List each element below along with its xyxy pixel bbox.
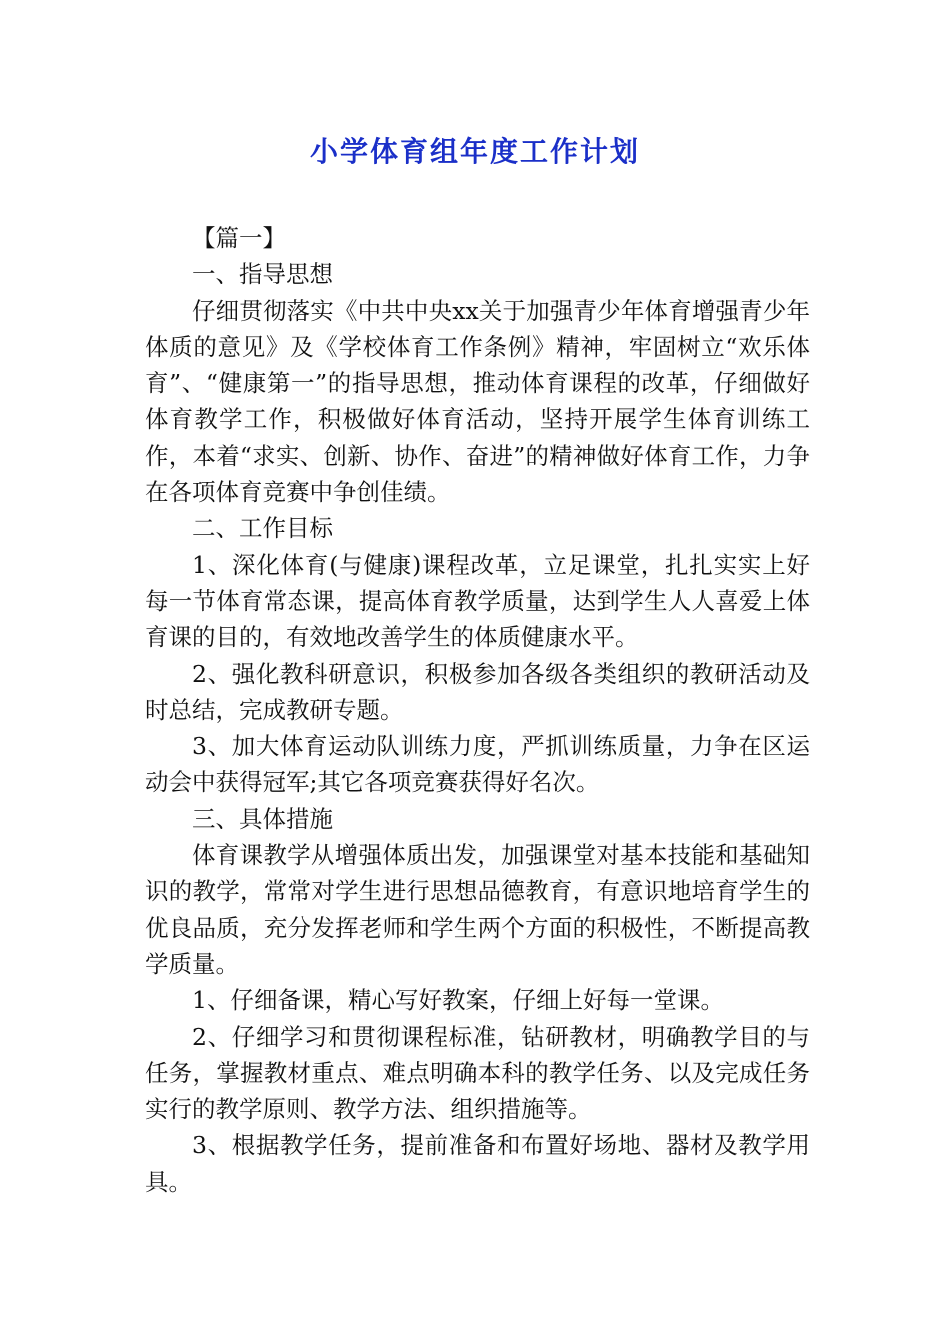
paragraph-measure-1: 1、仔细备课，精心写好教案，仔细上好每一堂课。 <box>192 986 724 1015</box>
paragraph-measure-2: 2、仔细学习和贯彻课程标准，钻研教材，明确教学目的与任务，掌握教材重点、难点明确本科的教学任务、以及完成任务实行的教学原则、教学方法、组织措施等。 <box>145 1022 810 1124</box>
paragraph-goal-2: 2、强化教科研意识，积极参加各级各类组织的教研活动及时总结，完成教研专题。 <box>145 659 810 724</box>
section-marker: 【篇一】 <box>192 224 286 252</box>
document-title: 小学体育组年度工作计划 <box>309 135 640 168</box>
document-body <box>145 220 810 1200</box>
heading-work-goals: 二、工作目标 <box>192 514 333 543</box>
paragraph-goal-3: 3、加大体育运动队训练力度，严抓训练质量，力争在区运动会中获得冠军;其它各项竞赛获得好名次。 <box>145 732 810 797</box>
paragraph-measure-3: 3、根据教学任务，提前准备和布置好场地、器材及教学用具。 <box>145 1131 810 1196</box>
heading-specific-measures: 三、具体措施 <box>192 804 333 833</box>
heading-guiding-ideology: 一、指导思想 <box>192 260 333 289</box>
paragraph-measures-intro: 体育课教学从增强体质出发，加强课堂对基本技能和基础知识的教学，常常对学生进行思想品德教育，有意识地培育学生的优良品质，充分发挥老师和学生两个方面的积极性，不断提高教学质量。 <box>145 841 810 978</box>
paragraph-guiding-ideology: 仔细贯彻落实《中共中央xx关于加强青少年体育增强青少年体质的意见》及《学校体育工作条例》精神，牢固树立“欢乐体育”、“健康第一”的指导思想，推动体育课程的改革，仔细做好体育教学工作，积极做好体育活动，坚持开展学生体育训练工作，本着“求实、创新、协作、奋进”的精神做好体育工作，力争在各项体育竞赛中争创佳绩。 <box>145 296 810 507</box>
paragraph-goal-1: 1、深化体育(与健康)课程改革，立足课堂，扎扎实实上好每一节体育常态课，提高体育教学质量，达到学生人人喜爱上体育课的目的，有效地改善学生的体质健康水平。 <box>145 550 810 652</box>
